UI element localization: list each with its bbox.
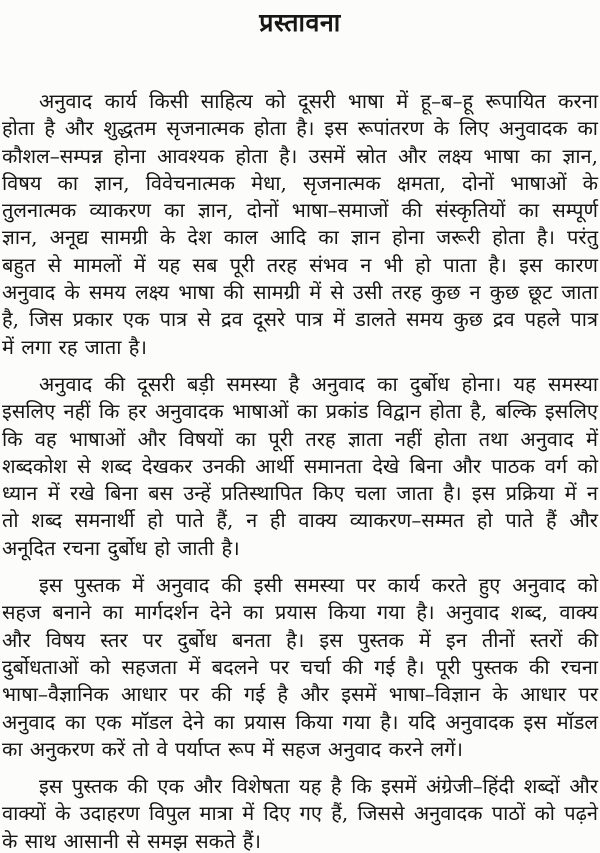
page-body	[2, 88, 598, 853]
text-line: इस पुस्तक में अनुवाद की इसी समस्या पर कार्य करते हुए अनुवाद को	[39, 573, 598, 598]
text-line: कि वह भाषाओं और विषयों का पूरी तरह ज्ञाता नहीं होता तथा अनुवाद में	[2, 426, 598, 451]
text-line: अनुवाद के समय लक्ष्य भाषा की सामग्री में से उसी तरह कुछ न कुछ छूट जाता	[2, 280, 598, 305]
text-line: ध्यान में रखे बिना बस उन्हें प्रतिस्थापित किए चला जाता है। इस प्रक्रिया में न	[2, 481, 598, 506]
text-line: है, जिस प्रकार एक पात्र से द्रव दूसरे पात्र में डालते समय कुछ द्रव पहले पात्र	[2, 307, 598, 332]
text-line: का अनुकरण करें तो वे पर्याप्त रूप में सहज अनुवाद करने लगें।	[2, 736, 463, 761]
text-line: होता है और शुद्धतम सृजनात्मक होता है। इस रूपांतरण के लिए अनुवादक का	[2, 116, 598, 141]
text-line: तुलनात्मक व्याकरण का ज्ञान, दोनों भाषा–समाजों की संस्कृतियों का सम्पूर्ण	[2, 198, 598, 223]
text-line: दुर्बोधताओं को सहजता में बदलने पर चर्चा की गई है। पूरी पुस्तक की रचना	[2, 654, 598, 679]
text-line: अनूदित रचना दुर्बोध हो जाती है।	[2, 535, 240, 560]
page-title: प्रस्तावना	[259, 8, 341, 37]
paragraph	[2, 88, 598, 361]
text-line: इस पुस्तक की एक और विशेषता यह है कि इसमें अंग्रेजी–हिंदी शब्दों और	[39, 774, 598, 799]
text-line: वाक्यों के उदाहरण विपुल मात्रा में दिए गए हैं, जिससे अनुवादक पाठों को पढ़ने	[2, 801, 598, 826]
text-line: अनुवाद का एक मॉडल देने का प्रयास किया गया है। यदि अनुवादक इस मॉडल	[2, 709, 598, 734]
text-line: विषय का ज्ञान, विवेचनात्मक मेधा, सृजनात्मक क्षमता, दोनों भाषाओं के	[2, 170, 598, 195]
text-line: बहुत से मामलों में यह सब पूरी तरह संभव न भी हो पाता है। इस कारण	[2, 252, 598, 277]
text-line: में लगा रह जाता है।	[2, 334, 147, 359]
text-line: कौशल–सम्पन्न होना आवश्यक होता है। उसमें स्रोत और लक्ष्य भाषा का ज्ञान,	[2, 143, 598, 168]
text-line: ज्ञान, अनूद्य सामग्री के देश काल आदि का ज्ञान होना जरूरी होता है। परंतु	[2, 225, 598, 250]
text-line: शब्दकोश से शब्द देखकर उनकी आर्थी समानता देखे बिना और पाठक वर्ग को	[2, 453, 598, 478]
text-line: और विषय स्तर पर दुर्बोध बनता है। इस पुस्तक में इन तीनों स्तरों की	[2, 627, 598, 652]
text-line: तो शब्द समनार्थी हो पाते हैं, न ही वाक्य व्याकरण–सम्मत हो पाते हैं और	[2, 508, 598, 533]
text-line: अनुवाद की दूसरी बड़ी समस्या है अनुवाद का दुर्बोध होना। यह समस्या	[39, 371, 598, 396]
paragraph	[2, 773, 598, 853]
text-line: भाषा–वैज्ञानिक आधार पर की गई है और इसमें भाषा–विज्ञान के आधार पर	[2, 682, 598, 707]
paragraph	[2, 572, 598, 763]
paragraph	[2, 371, 598, 562]
text-line: इसलिए नहीं कि हर अनुवादक भाषाओं का प्रकांड विद्वान होता है, बल्कि इसलिए	[2, 399, 598, 424]
text-line: अनुवाद कार्य किसी साहित्य को दूसरी भाषा में हू–ब–हू रूपायित करना	[39, 89, 598, 113]
text-line: के साथ आसानी से समझ सकते हैं।	[2, 828, 262, 853]
text-line: सहज बनाने का मार्गदर्शन देने का प्रयास किया गया है। अनुवाद शब्द, वाक्य	[2, 600, 598, 625]
